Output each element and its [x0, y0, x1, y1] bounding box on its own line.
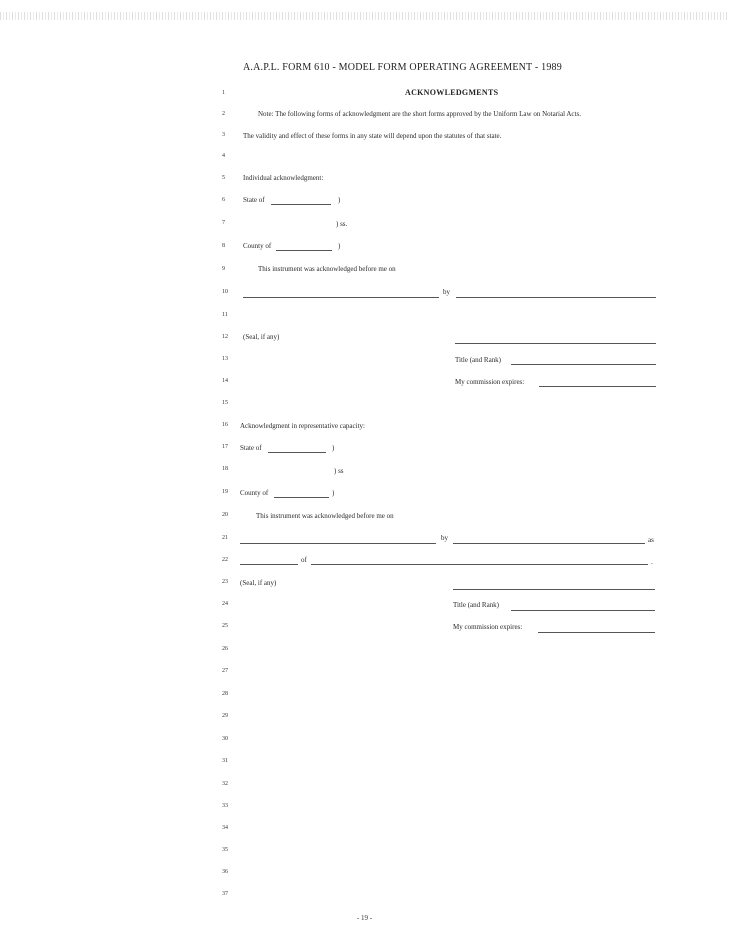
line-number: 17 [222, 444, 228, 450]
individual-title-rank-blank[interactable] [511, 364, 656, 365]
form-title: A.A.P.L. FORM 610 - MODEL FORM OPERATING AGREEMENT - 1989 [243, 62, 562, 73]
representative-seal-text: (Seal, if any) [240, 579, 277, 587]
line-number: 27 [222, 668, 228, 674]
individual-commission-blank[interactable] [539, 386, 656, 387]
representative-period: . [651, 558, 653, 566]
individual-county-blank[interactable] [276, 250, 332, 251]
representative-state-blank[interactable] [268, 452, 326, 453]
line-number: 37 [222, 891, 228, 897]
individual-ack-heading: Individual acknowledgment: [243, 174, 324, 182]
line-number: 6 [222, 197, 225, 203]
individual-name-blank[interactable] [456, 297, 656, 298]
line-number: 5 [222, 175, 225, 181]
line-number: 35 [222, 847, 228, 853]
line-number: 29 [222, 713, 228, 719]
line-number: 12 [222, 334, 228, 340]
individual-by-label: by [443, 288, 450, 296]
representative-state-paren: ) [332, 444, 335, 452]
line-number: 10 [222, 289, 228, 295]
line-number: 36 [222, 869, 228, 875]
individual-county-paren: ) [338, 242, 341, 250]
line-number: 13 [222, 356, 228, 362]
individual-title-rank-label: Title (and Rank) [455, 356, 502, 364]
line-number: 8 [222, 243, 225, 249]
individual-ss-text: ) ss. [336, 220, 348, 228]
representative-signature-blank[interactable] [453, 589, 655, 590]
representative-by-label: by [441, 534, 448, 542]
representative-county-label: County of [240, 489, 269, 497]
representative-instrument-text: This instrument was acknowledged before me on [256, 512, 394, 520]
representative-capacity-blank[interactable] [240, 564, 298, 565]
representative-state-label: State of [240, 444, 262, 452]
note-text: Note: The following forms of acknowledgment are the short forms approved by the Uniform Law on Notarial Acts. [258, 110, 581, 118]
line-number: 16 [222, 422, 228, 428]
representative-title-rank-blank[interactable] [511, 610, 655, 611]
line-number: 3 [222, 132, 225, 138]
line-number: 19 [222, 489, 228, 495]
line-number: 31 [222, 758, 228, 764]
individual-state-blank[interactable] [271, 204, 331, 205]
individual-signature-blank[interactable] [455, 343, 656, 344]
representative-commission-blank[interactable] [538, 632, 655, 633]
line-number: 1 [222, 90, 225, 96]
representative-date-blank[interactable] [240, 543, 436, 544]
representative-as-label: as [648, 536, 654, 544]
line-number: 26 [222, 646, 228, 652]
representative-ss-text: ) ss [334, 467, 344, 475]
line-number: 2 [222, 111, 225, 117]
acknowledgments-heading: ACKNOWLEDGMENTS [405, 88, 499, 97]
line-number: 15 [222, 400, 228, 406]
individual-state-label: State of [243, 196, 265, 204]
individual-seal-text: (Seal, if any) [243, 333, 280, 341]
line-number: 25 [222, 623, 228, 629]
line-number: 34 [222, 825, 228, 831]
individual-commission-label: My commission expires: [455, 378, 525, 386]
representative-of-label: of [301, 556, 307, 564]
representative-ack-heading: Acknowledgment in representative capacity: [240, 422, 365, 430]
representative-commission-label: My commission expires: [453, 623, 523, 631]
line-number: 30 [222, 736, 228, 742]
validity-text: The validity and effect of these forms in any state will depend upon the statutes of that state. [243, 132, 502, 140]
line-number: 21 [222, 535, 228, 541]
line-number: 28 [222, 691, 228, 697]
line-number: 22 [222, 557, 228, 563]
representative-name-blank[interactable] [453, 543, 645, 544]
representative-county-paren: ) [332, 489, 335, 497]
line-number: 32 [222, 781, 228, 787]
line-number: 33 [222, 803, 228, 809]
representative-county-blank[interactable] [274, 497, 329, 498]
representative-entity-blank[interactable] [311, 564, 648, 565]
line-number: 7 [222, 220, 225, 226]
representative-title-rank-label: Title (and Rank) [453, 601, 500, 609]
scan-noise-strip [0, 12, 729, 20]
line-number: 14 [222, 378, 228, 384]
individual-state-paren: ) [338, 196, 341, 204]
individual-date-blank[interactable] [243, 297, 439, 298]
line-number: 20 [222, 512, 228, 518]
line-number: 9 [222, 266, 225, 272]
line-number: 18 [222, 466, 228, 472]
individual-instrument-text: This instrument was acknowledged before me on [258, 265, 396, 273]
line-number: 23 [222, 579, 228, 585]
page-number: - 19 - [356, 914, 373, 922]
line-number: 24 [222, 601, 228, 607]
individual-county-label: County of [243, 242, 272, 250]
line-number: 11 [222, 312, 228, 318]
line-number: 4 [222, 153, 225, 159]
